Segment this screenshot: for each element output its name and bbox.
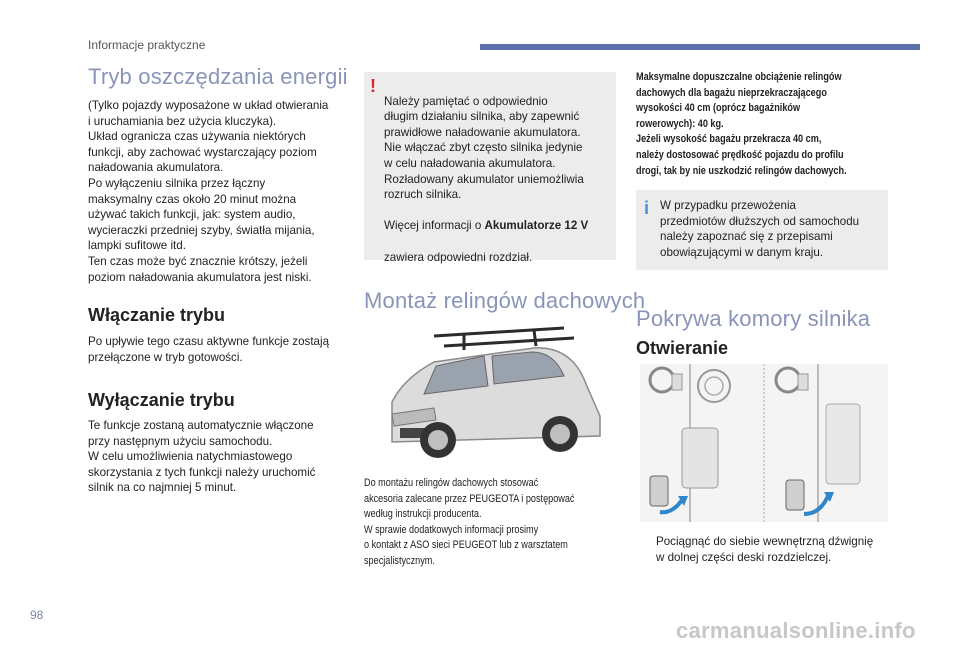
hood-release-illustration: [640, 364, 888, 522]
warning-more-suffix: zawiera odpowiedni rozdział.: [384, 250, 533, 264]
watermark: carmanualsonline.info: [676, 618, 916, 643]
warning-text: [384, 78, 612, 281]
energy-saving-intro: (Tylko pojazdy wyposażone w układ otwierania i uruchamiania bez użycia kluczyka). Układ ogranicza czas używania niektórych funkcji, aby zachować wystarczający poziom naładowania akumulatora. Po wyłączeniu silnika przez łączny maksymalny czas około 20 minut można używać takich funkcji, jak: system audio, wycieraczki przedniej szyby, światła mijania, lampki sufitowe itd. Ten czas może być znacznie krótszy, jeżeli poziom naładowania akumulatora jest niski.: [88, 99, 329, 284]
bullet-text: Pociągnąć do siebie wewnętrzną dźwignię w dolnej części deski rozdzielczej.: [656, 535, 874, 564]
warning-box: [364, 72, 616, 264]
warning-icon: !: [370, 76, 376, 96]
roof-rails-title: Montaż relingów dachowych: [364, 288, 646, 313]
battery-reference: Akumulatorze 12 V: [484, 219, 589, 233]
warning-more-prefix: Więcej informacji o: [384, 219, 485, 233]
bullet-item: [636, 534, 916, 565]
roof-rails-text: Do montażu relingów dachowych stosować akcesoria zalecane przez PEUGEOTA i postępować według instrukcji producenta. W sprawie dodatkowych informacji prosimy o kontakt z ASO sieci PEUGEOT lub z warsztatem specjalistycznym.: [364, 477, 575, 567]
mode-on-text: Po upływie tego czasu aktywne funkcje zostają przełączone w tryb gotowości.: [88, 335, 330, 364]
page-number: 98: [30, 608, 44, 622]
header-rule: [480, 44, 920, 50]
engine-hood-title: Pokrywa komory silnika: [636, 306, 871, 331]
mode-off-heading: Wyłączanie trybu: [88, 390, 235, 410]
mode-off-text: Te funkcje zostaną automatycznie włączone przy następnym użyciu samochodu. W celu umożliwienia natychmiastowego skorzystania z tych funkcji należy uruchomić silnik na co najmniej 5 minut.: [88, 419, 316, 495]
opening-heading: Otwieranie: [636, 338, 729, 358]
bullet-icon: [636, 534, 650, 565]
warning-main-text: Należy pamiętać o odpowiednio długim działaniu silnika, aby zapewnić prawidłowe naładowanie akumulatora. Nie włączać zbyt często silnika jedynie w celu naładowania akumulatora. Rozładowany akumulator uniemożliwia rozruch silnika.: [384, 94, 584, 202]
energy-saving-title: Tryb oszczędzania energii: [88, 64, 348, 89]
info-icon: i: [644, 198, 650, 218]
mode-on-heading: Włączanie trybu: [88, 305, 226, 325]
max-load-text: Maksymalne dopuszczalne obciążenie relingów dachowych dla bagażu nieprzekraczającego wysokości 40 cm (oprócz bagażników rowerowych): 40 kg. Jeżeli wysokość bagażu przekracza 40 cm, należy dostosować prędkość pojazdu do profilu drogi, tak by nie uszkodzić relingów dachowych.: [636, 71, 847, 177]
info-box: [636, 190, 888, 270]
section-header: Informacje praktyczne: [88, 38, 206, 52]
info-text: W przypadku przewożenia przedmiotów dłuższych od samochodu należy zapoznać się z przepisami obowiązującymi w danym kraju.: [660, 199, 860, 259]
car-roof-rails-illustration: [364, 324, 616, 464]
